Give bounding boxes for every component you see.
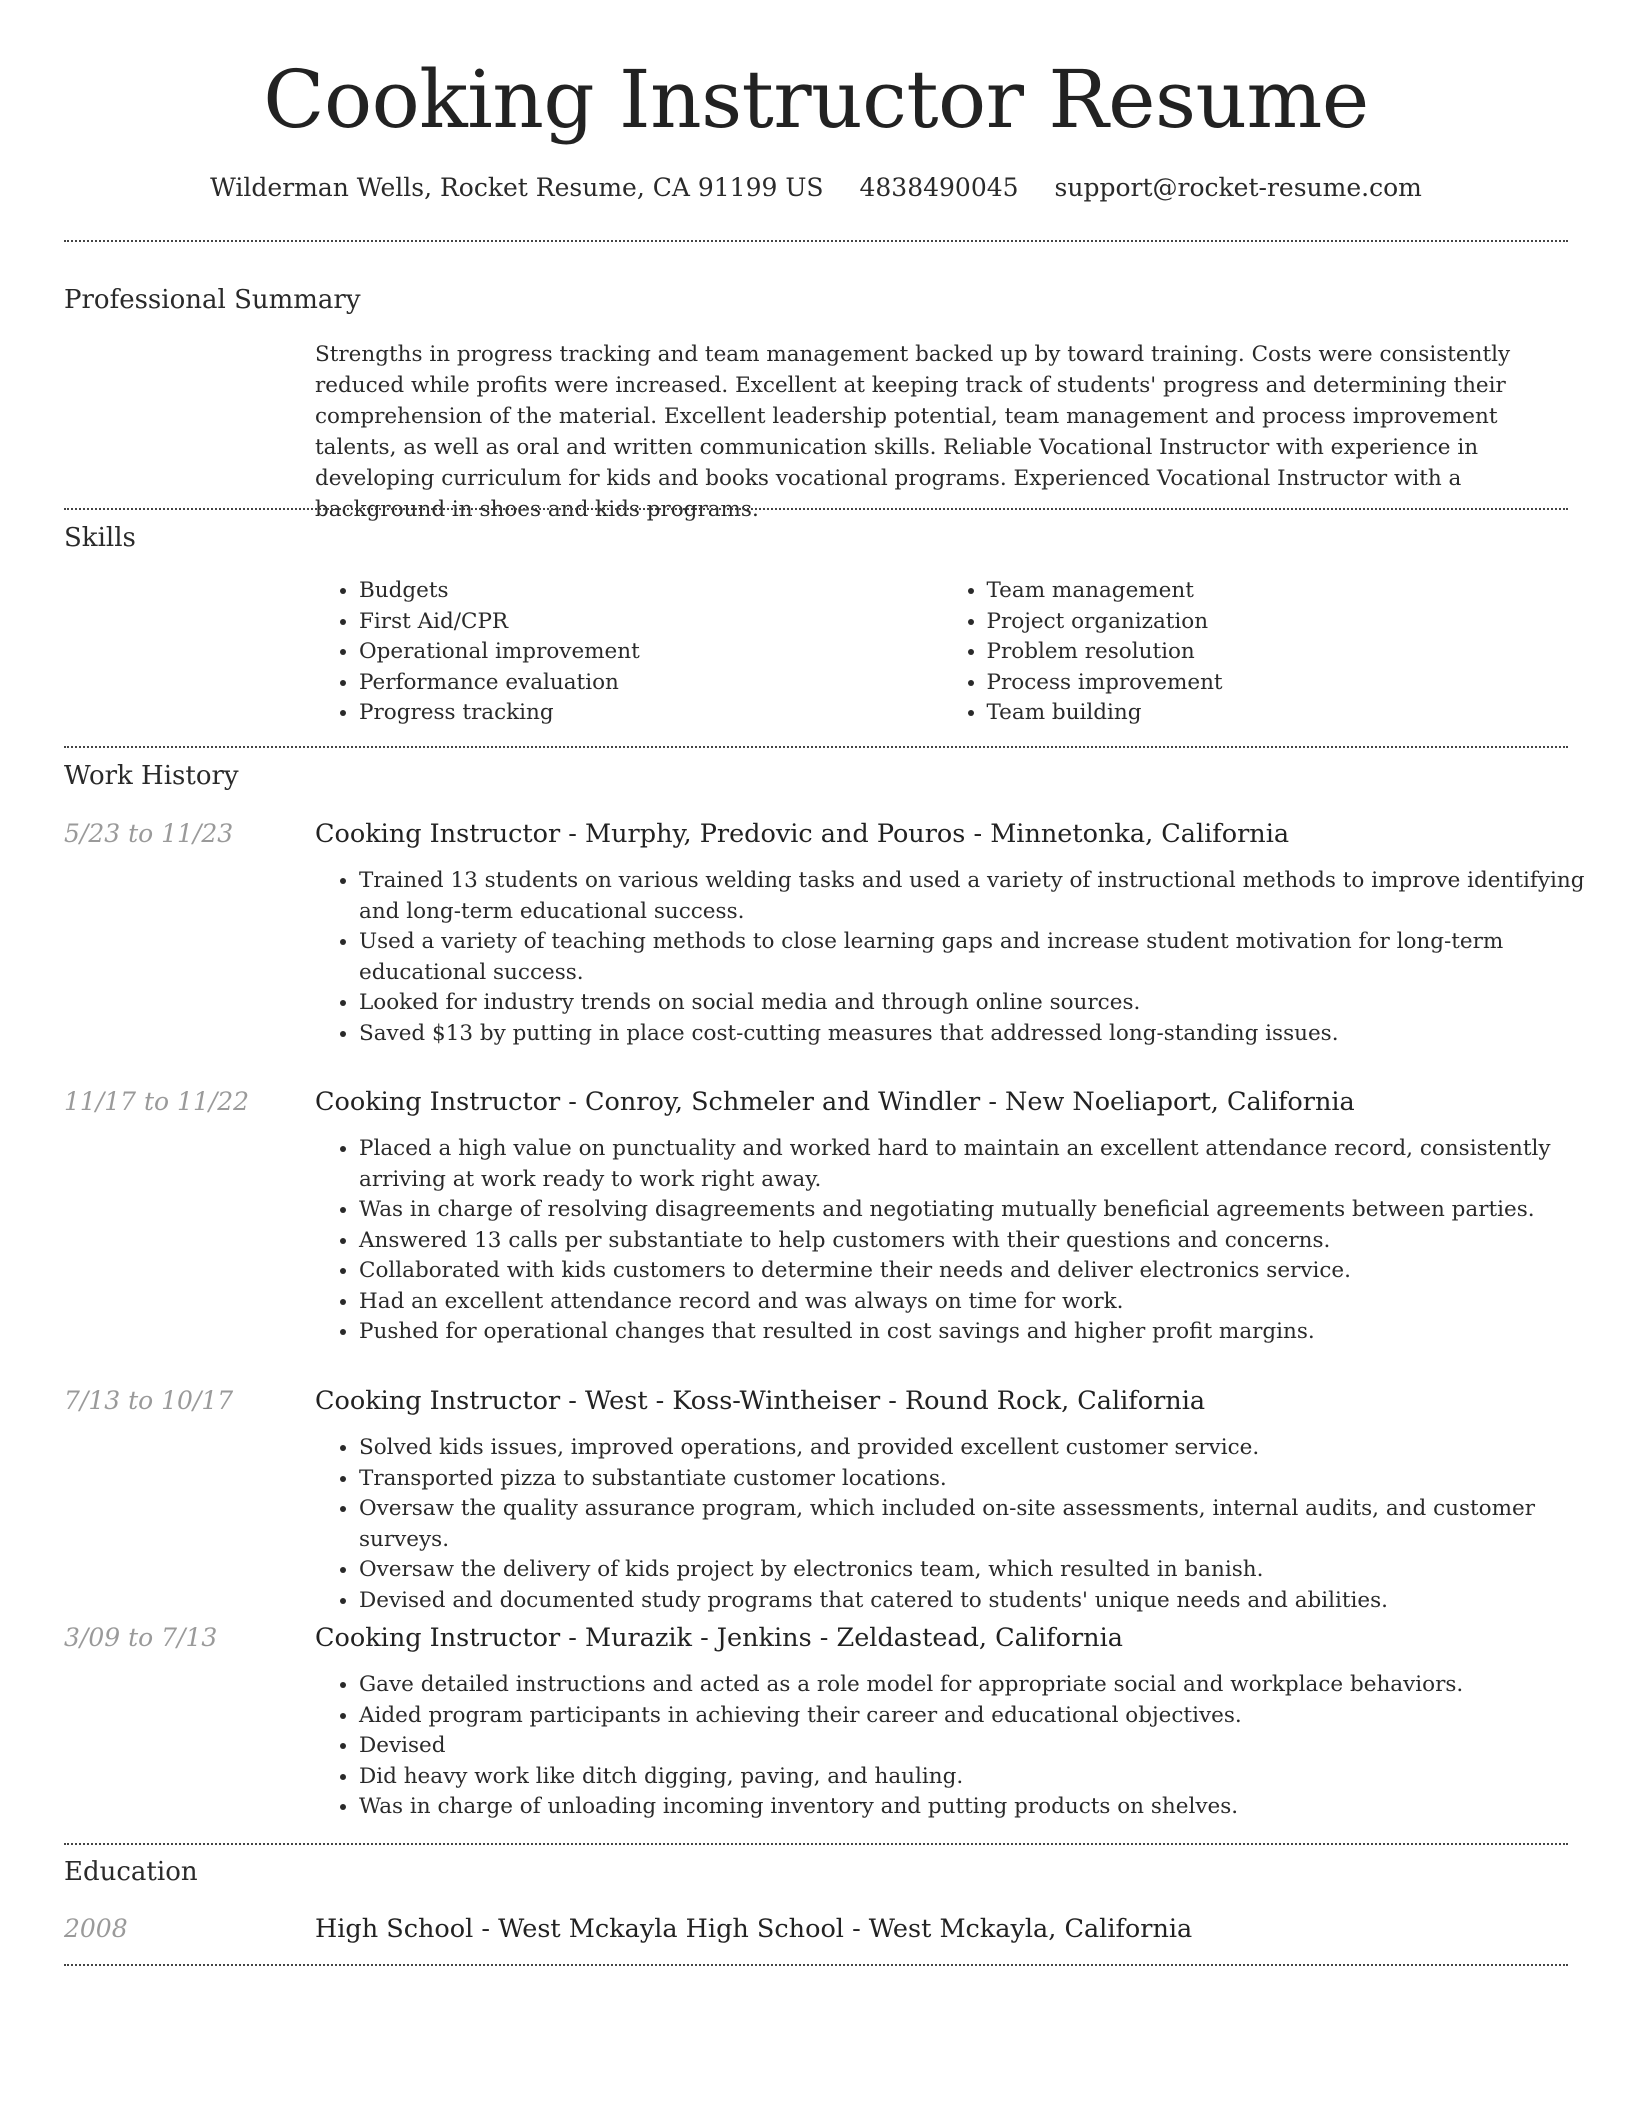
- job-title: Cooking Instructor - Murazik - Jenkins - Zeldastead, California: [315, 1623, 1123, 1653]
- job-bullet: • Aided program participants in achieving their career and educational objectives.: [359, 1701, 1612, 1732]
- job-bullets: [315, 1134, 1612, 1348]
- skills-heading: Skills: [64, 523, 136, 553]
- divider: [64, 1964, 1568, 1966]
- job-title: Cooking Instructor - Murphy, Predovic and Pouros - Minnetonka, California: [315, 819, 1290, 849]
- job-title: Cooking Instructor - West - Koss-Wintheiser - Round Rock, California: [315, 1386, 1206, 1416]
- skill-item: • Team building: [987, 698, 1571, 729]
- job-dates: 11/17 to 11/22: [64, 1087, 250, 1116]
- job-bullet: • Transported pizza to substantiate customer locations.: [359, 1464, 1612, 1495]
- contact-address: Wilderman Wells, Rocket Resume, CA 91199 US: [210, 173, 824, 202]
- job-bullet: • Saved $13 by putting in place cost-cutting measures that addressed long-standing issues.: [359, 1019, 1612, 1050]
- job-dates: 5/23 to 11/23: [64, 819, 234, 848]
- skill-item: • Problem resolution: [987, 637, 1571, 668]
- skill-item: • Progress tracking: [359, 698, 943, 729]
- education-heading: Education: [64, 1857, 198, 1887]
- job-bullet: • Oversaw the quality assurance program, which included on-site assessments, internal audits, and customer surveys.: [359, 1494, 1612, 1555]
- skill-item: • Team management: [987, 576, 1571, 607]
- skill-item: • Budgets: [359, 576, 943, 607]
- contact-phone: 4838490045: [859, 173, 1019, 202]
- skill-item: • Operational improvement: [359, 637, 943, 668]
- divider: [64, 240, 1568, 242]
- job-bullet: • Used a variety of teaching methods to close learning gaps and increase student motivation for long-term educational success.: [359, 927, 1612, 988]
- summary-heading: Professional Summary: [64, 285, 361, 315]
- summary-text: Strengths in progress tracking and team management backed up by toward training. Costs were consistently reduced while profits were increased. Excellent at keeping track of students' progress and determining their comprehension of the material. Excellent leadership potential, team management and process improvement talents, as well as oral and written communication skills. Reliable Vocational Instructor with experience in developing curriculum for kids and books vocational programs. Experienced Vocational Instructor with a background in shoes and kids programs.: [315, 342, 1511, 522]
- work-heading: Work History: [64, 761, 239, 791]
- contact-email: support@rocket-resume.com: [1054, 173, 1422, 202]
- job-bullet: • Gave detailed instructions and acted as a role model for appropriate social and workplace behaviors.: [359, 1670, 1612, 1701]
- job-bullet: • Oversaw the delivery of kids project by electronics team, which resulted in banish.: [359, 1555, 1612, 1586]
- divider: [64, 746, 1568, 748]
- skill-item: • Process improvement: [987, 668, 1571, 699]
- divider: [64, 1843, 1568, 1845]
- skills-list: [315, 576, 1570, 729]
- job-bullets: [315, 866, 1612, 1049]
- education-year: 2008: [64, 1914, 128, 1943]
- skill-item: • Project organization: [987, 607, 1571, 638]
- job-bullet: • Was in charge of unloading incoming inventory and putting products on shelves.: [359, 1792, 1612, 1823]
- job-bullet: • Devised and documented study programs that catered to students' unique needs and abilities.: [359, 1586, 1612, 1617]
- education-entry: High School - West Mckayla High School - West Mckayla, California: [315, 1914, 1193, 1944]
- job-bullet: • Answered 13 calls per substantiate to help customers with their questions and concerns.: [359, 1226, 1612, 1257]
- skill-item: • First Aid/CPR: [359, 607, 943, 638]
- job-dates: 7/13 to 10/17: [64, 1386, 234, 1415]
- job-bullet: • Looked for industry trends on social media and through online sources.: [359, 988, 1612, 1019]
- job-bullet: • Placed a high value on punctuality and worked hard to maintain an excellent attendance record, consistently arriving at work ready to work right away.: [359, 1134, 1612, 1195]
- job-bullets: [315, 1433, 1612, 1616]
- skills-column-right: [943, 576, 1571, 729]
- job-bullets: [315, 1670, 1612, 1823]
- job-bullet: • Devised: [359, 1731, 1612, 1762]
- job-bullet: • Had an excellent attendance record and was always on time for work.: [359, 1287, 1612, 1318]
- skill-item: • Performance evaluation: [359, 668, 943, 699]
- job-bullet: • Collaborated with kids customers to determine their needs and deliver electronics service.: [359, 1256, 1612, 1287]
- job-bullet: • Was in charge of resolving disagreements and negotiating mutually beneficial agreements between parties.: [359, 1195, 1612, 1226]
- divider: [64, 508, 1568, 510]
- job-bullet: • Solved kids issues, improved operations, and provided excellent customer service.: [359, 1433, 1612, 1464]
- job-bullet: • Did heavy work like ditch digging, paving, and hauling.: [359, 1762, 1612, 1793]
- contact-line: [64, 170, 1568, 206]
- resume-title: Cooking Instructor Resume: [263, 53, 1369, 146]
- job-dates: 3/09 to 7/13: [64, 1623, 218, 1652]
- job-title: Cooking Instructor - Conroy, Schmeler and Windler - New Noeliaport, California: [315, 1087, 1355, 1117]
- job-bullet: • Trained 13 students on various welding tasks and used a variety of instructional methods to improve identifying and long-term educational success.: [359, 866, 1612, 927]
- skills-column-left: [315, 576, 943, 729]
- job-bullet: • Pushed for operational changes that resulted in cost savings and higher profit margins.: [359, 1317, 1612, 1348]
